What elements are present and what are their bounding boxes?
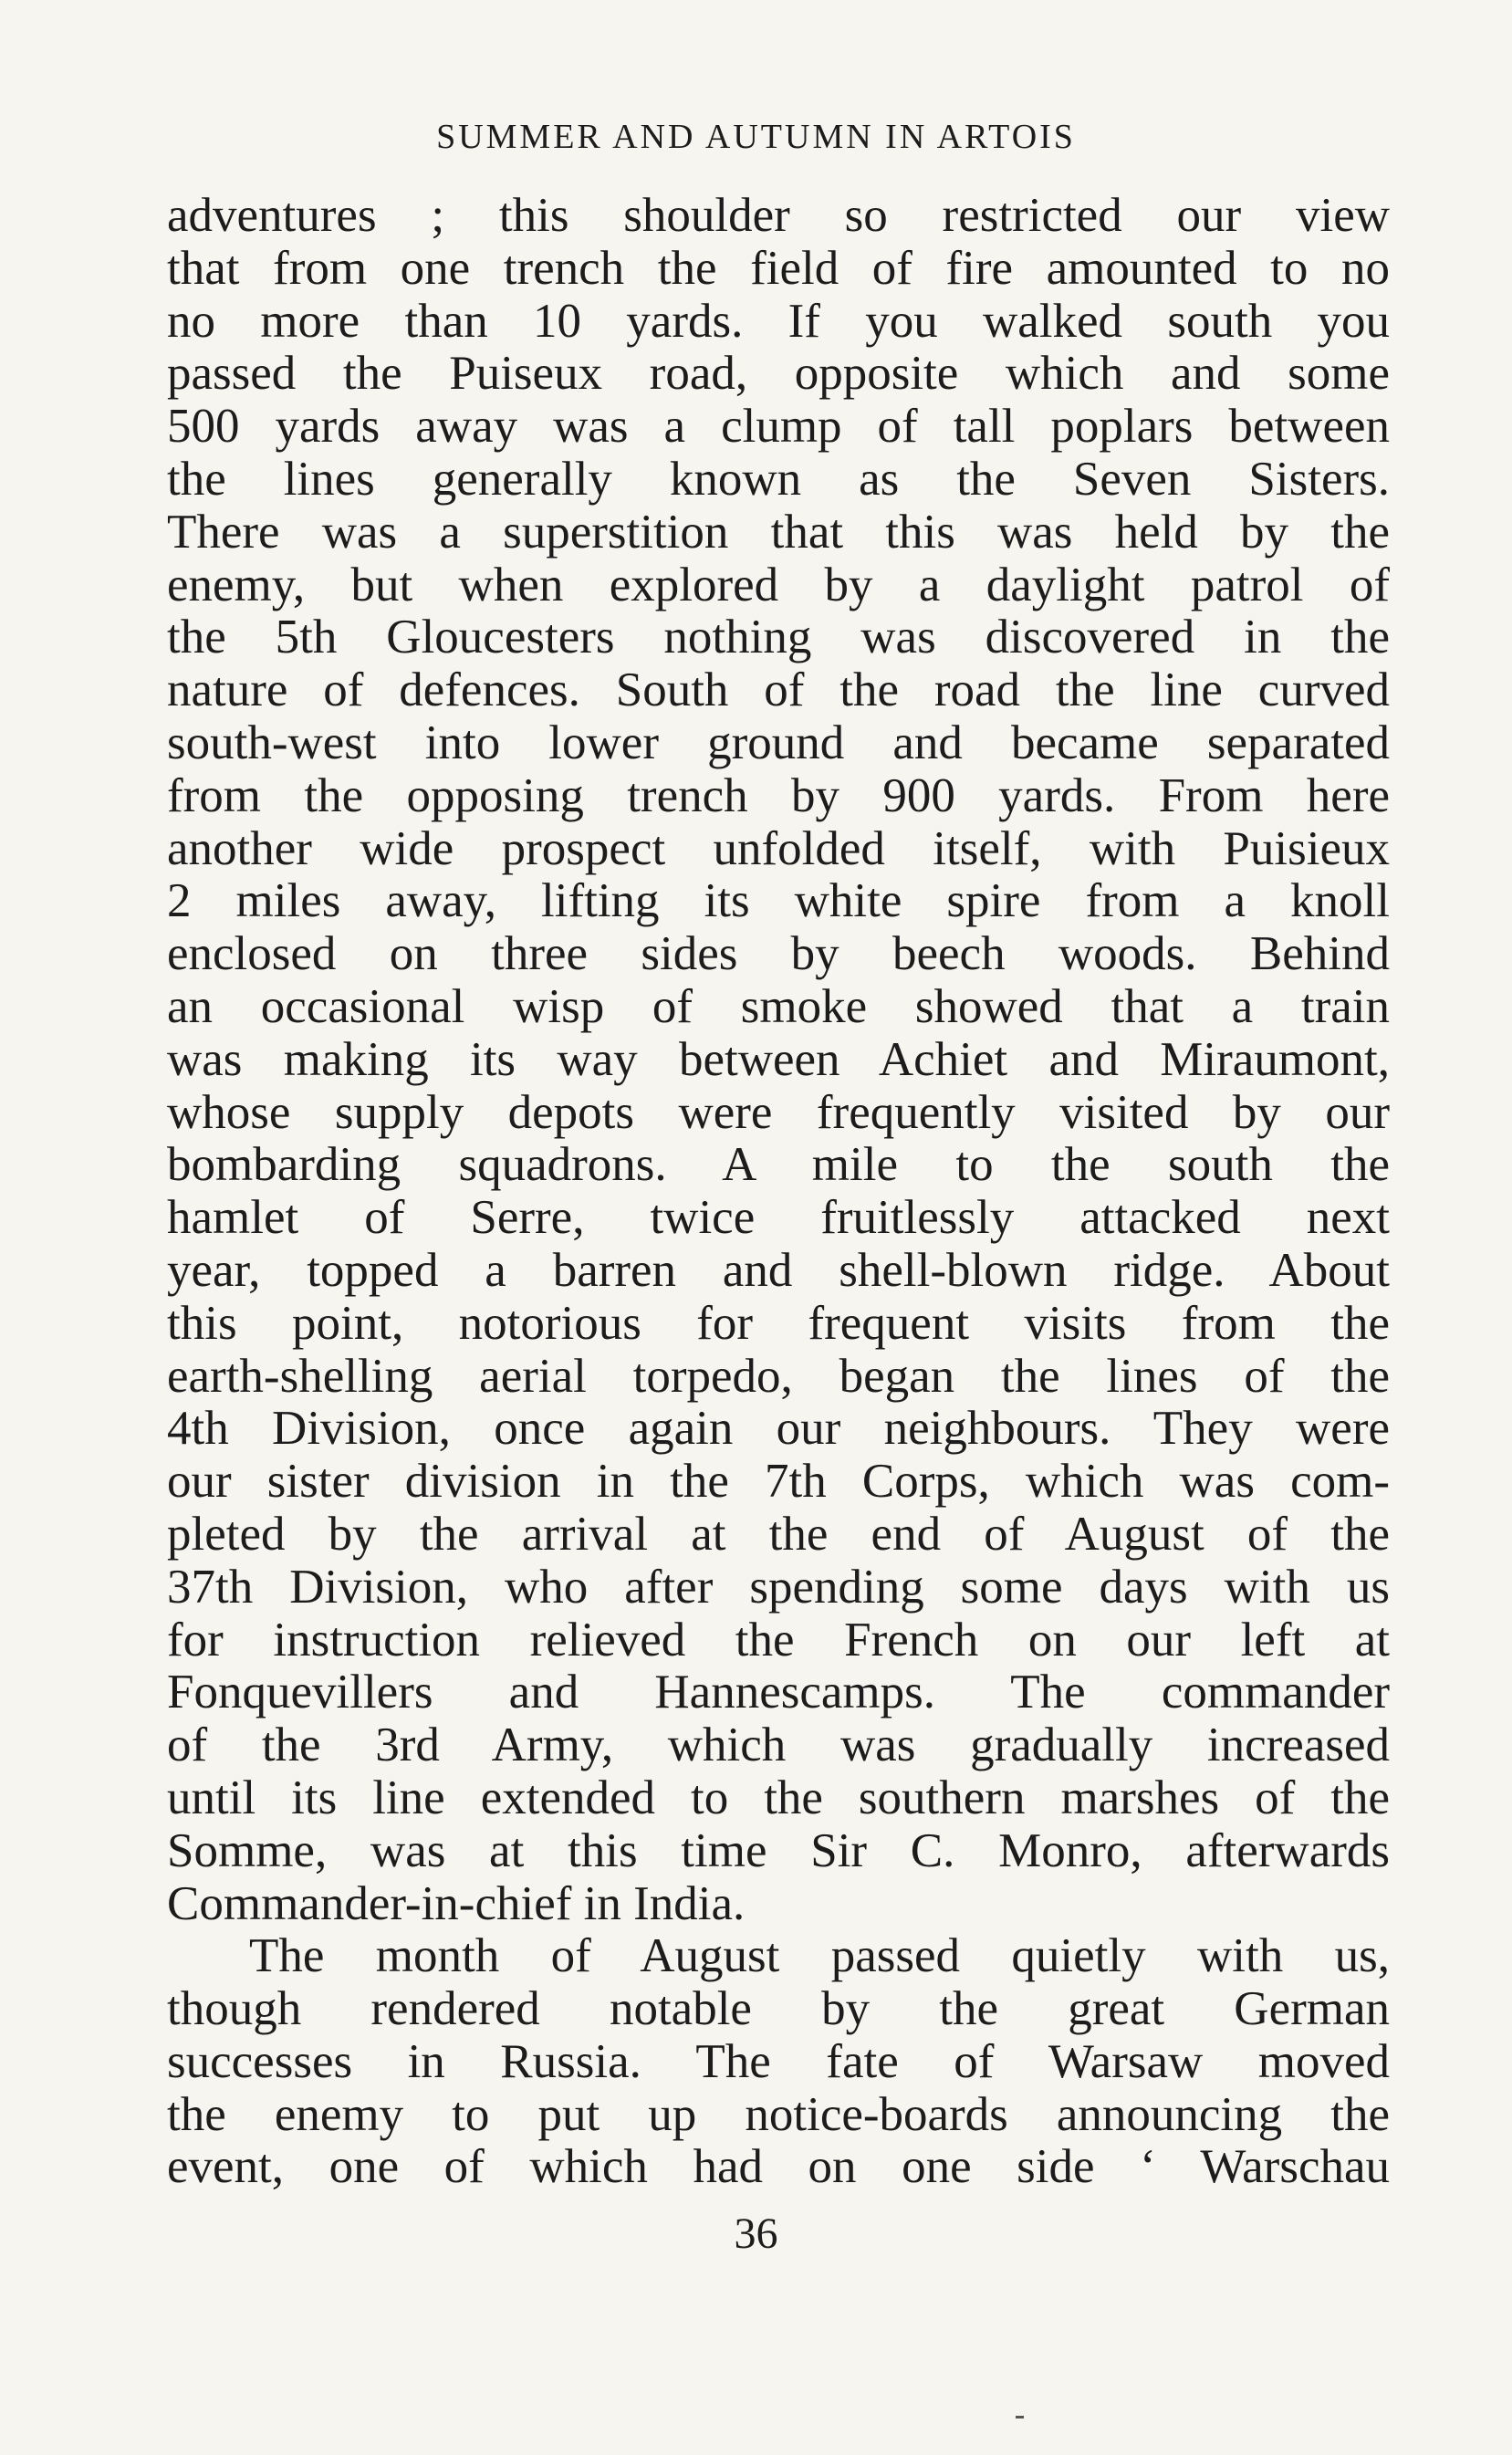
text-line: event, one of which had on one side ‘ Warschau [167, 2141, 1390, 2194]
text-line: 37th Division, who after spending some days with us [167, 1561, 1390, 1614]
text-line: Somme, was at this time Sir C. Monro, afterwards [167, 1824, 1390, 1877]
text-line: for instruction relieved the French on our left at [167, 1614, 1390, 1666]
text-line: the enemy to put up notice-boards announcing the [167, 2088, 1390, 2141]
text-line: enclosed on three sides by beech woods. Behind [167, 928, 1390, 981]
text-line: south-west into lower ground and became separated [167, 716, 1390, 769]
text-line: enemy, but when explored by a daylight patrol of [167, 559, 1390, 611]
text-line: hamlet of Serre, twice fruitlessly attacked next [167, 1192, 1390, 1245]
text-line: 4th Division, once again our neighbours. They were [167, 1403, 1390, 1456]
text-line: from the opposing trench by 900 yards. From here [167, 769, 1390, 822]
page-number: 36 [734, 2210, 778, 2258]
text-line: of the 3rd Army, which was gradually increased [167, 1719, 1390, 1772]
text-line: The month of August passed quietly with us, [249, 1930, 1390, 1983]
text-line: another wide prospect unfolded itself, with Puisieux [167, 822, 1390, 875]
text-line: no more than 10 yards. If you walked south you [167, 295, 1390, 348]
text-line: was making its way between Achiet and Miraumont, [167, 1033, 1390, 1086]
paragraph [167, 1930, 1390, 2194]
text-line: year, topped a barren and shell-blown ridge. About [167, 1244, 1390, 1297]
text-line: though rendered notable by the great German [167, 1983, 1390, 2036]
text-line: the lines generally known as the Seven Sisters. [167, 453, 1390, 506]
ink-speck [1016, 2416, 1024, 2418]
paragraph [167, 190, 1390, 1930]
text-line: passed the Puiseux road, opposite which and some [167, 348, 1390, 401]
text-line: whose supply depots were frequently visited by our [167, 1086, 1390, 1139]
text-line: pleted by the arrival at the end of August of the [167, 1508, 1390, 1561]
text-line: successes in Russia. The fate of Warsaw moved [167, 2035, 1390, 2088]
running-head: SUMMER AND AUTUMN IN ARTOIS [436, 118, 1076, 156]
text-line: that from one trench the field of fire amounted to no [167, 242, 1390, 295]
text-line: 500 yards away was a clump of tall poplars between [167, 401, 1390, 454]
text-line: adventures ; this shoulder so restricted our view [167, 190, 1390, 242]
text-line: Fonquevillers and Hannescamps. The commander [167, 1666, 1390, 1719]
text-line: There was a superstition that this was held by the [167, 506, 1390, 559]
text-line: this point, notorious for frequent visits from the [167, 1297, 1390, 1350]
body-text [167, 190, 1390, 2194]
text-line: an occasional wisp of smoke showed that a train [167, 980, 1390, 1033]
text-line: nature of defences. South of the road the line curved [167, 664, 1390, 717]
text-line: until its line extended to the southern marshes of the [167, 1771, 1390, 1824]
text-line: earth-shelling aerial torpedo, began the lines of the [167, 1350, 1390, 1403]
text-line: Commander-in-chief in India. [167, 1877, 746, 1930]
text-line: bombarding squadrons. A mile to the south the [167, 1139, 1390, 1192]
text-line: the 5th Gloucesters nothing was discovered in the [167, 611, 1390, 664]
text-line: our sister division in the 7th Corps, which was com- [167, 1456, 1390, 1509]
text-line: 2 miles away, lifting its white spire from a knoll [167, 875, 1390, 928]
